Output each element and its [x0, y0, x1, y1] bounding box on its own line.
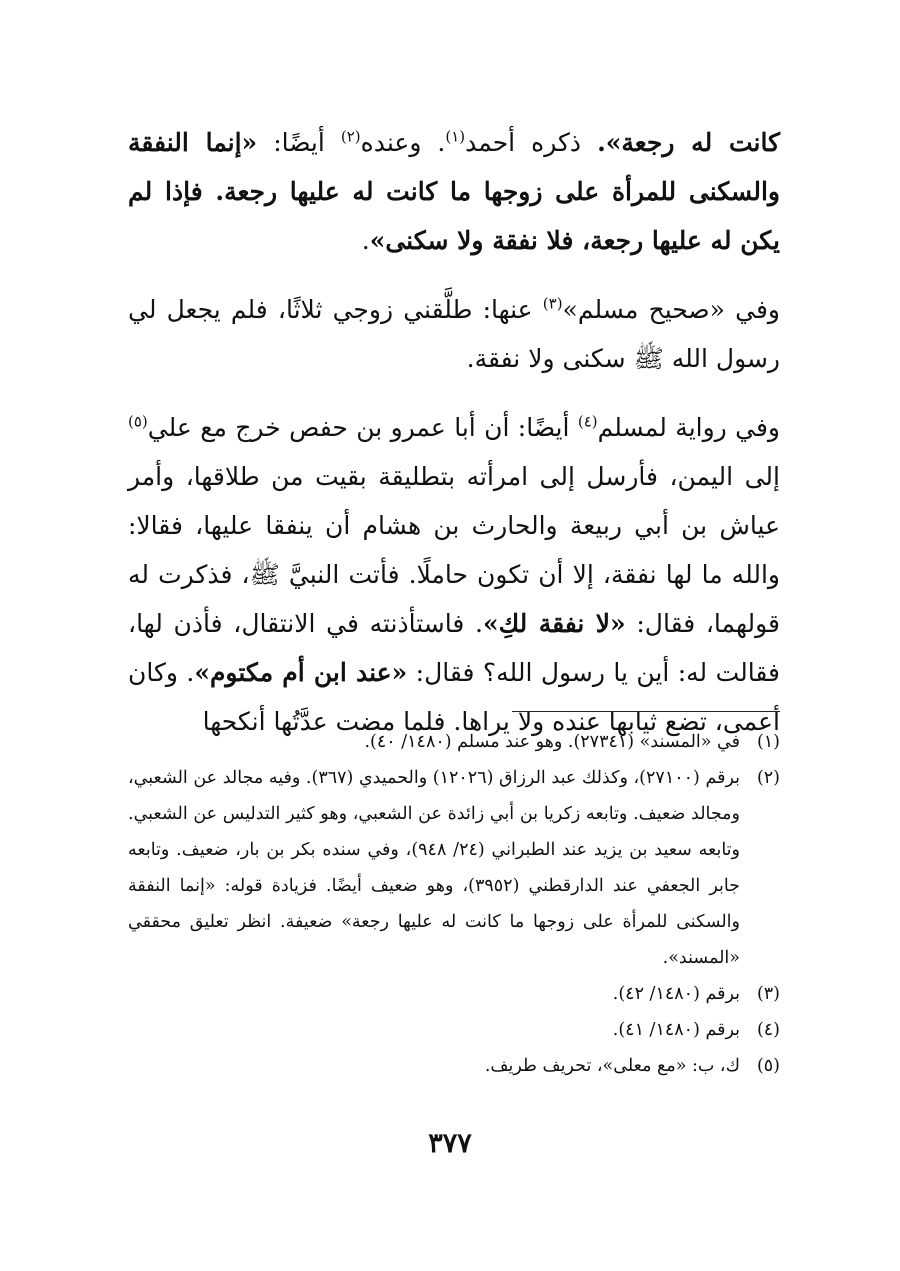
- footnote-1: [128, 724, 780, 760]
- footnote-divider: [512, 711, 780, 712]
- text-run: . وعنده: [360, 128, 446, 157]
- text-run: وفي رواية لمسلم: [597, 413, 780, 442]
- text-run: إلى اليمن، فأرسل إلى امرأته بتطليقة بقيت من طلاقها، وأمر عياش بن أبي ربيعة والحارث بن هشام أن ينفقا عليها، فقالا: والله ما لها نفقة، إلا أن تكون حاملًا. فأتت النبيَّ ﷺ، فذكرت له قولهما، فقال:: [128, 462, 780, 638]
- footnote-text: ك، ب: «مع معلى»، تحريف طريف.: [484, 1056, 740, 1076]
- text-run: أيضًا: أن أبا عمرو بن حفص خرج مع علي: [147, 413, 578, 442]
- paragraph-2: [128, 285, 780, 383]
- footnote-ref-2: (٢): [340, 127, 361, 146]
- text-run: .: [361, 226, 370, 255]
- text-run: عنها: طلَّقني زوجي ثلاثًا، فلم يجعل لي رسول الله ﷺ سكنى ولا نفقة.: [128, 295, 780, 373]
- hadith-quote: «لا نفقة لكِ»: [482, 609, 626, 638]
- footnotes: [128, 724, 780, 1084]
- footnote-ref-1: (١): [445, 127, 466, 146]
- text-run: أيضًا:: [257, 128, 341, 157]
- paragraph-1: [128, 118, 780, 265]
- text-run: . وكان أعمى، تضع ثيابها عنده ولا يراها. فلما مضت عدَّتُها أنكحها: [128, 658, 780, 736]
- footnote-5: [128, 1048, 780, 1084]
- text-run: وفي «صحيح مسلم»: [562, 295, 780, 324]
- text-run: . فاستأذنته في الانتقال، فأذن لها، فقالت له: أين يا رسول الله؟ فقال:: [128, 609, 780, 687]
- footnote-4: [128, 1012, 780, 1048]
- footnote-number: (٢): [756, 768, 780, 788]
- footnote-2: [128, 760, 780, 976]
- footnote-ref-3: (٣): [542, 294, 563, 313]
- text-run: ذكره أحمد: [465, 128, 598, 157]
- footnote-ref-5: (٥): [128, 412, 148, 431]
- footnote-number: (٣): [756, 984, 780, 1004]
- footnote-3: [128, 976, 780, 1012]
- hadith-quote: كانت له رجعة».: [597, 128, 780, 157]
- footnote-number: (٥): [756, 1056, 780, 1076]
- footnote-text: برقم (٢٧١٠٠)، وكذلك عبد الرزاق (١٢٠٢٦) والحميدي (٣٦٧). وفيه مجالد عن الشعبي، ومجالد ضعيف. وتابعه زكريا بن أبي زائدة عن الشعبي، وهو كثير التدليس عن الشعبي. وتابعه سعيد بن يزيد عند الطبراني (٢٤/ ٩٤٨)، وفي سنده بكر بن بار، ضعيف. وتابعه جابر الجعفي عند الدارقطني (٣٩٥٢)، وهو ضعيف أيضًا. فزيادة قوله: «إنما النفقة والسكنى للمرأة على زوجها ما كانت له عليها رجعة» ضعيفة. انظر تعليق محققي «المسند».: [128, 768, 740, 968]
- footnote-text: في «المسند» (٢٧٣٤١). وهو عند مسلم (١٤٨٠/ ٤٠).: [364, 732, 740, 752]
- page-number: ٣٧٧: [428, 1128, 472, 1159]
- footnote-number: (١): [756, 732, 780, 752]
- main-text: [128, 118, 780, 766]
- hadith-quote: «عند ابن أم مكتوم»: [194, 658, 408, 687]
- footnote-text: برقم (١٤٨٠/ ٤٢).: [612, 984, 740, 1004]
- paragraph-3: [128, 403, 780, 746]
- footnote-number: (٤): [756, 1020, 780, 1040]
- footnote-text: برقم (١٤٨٠/ ٤١).: [612, 1020, 740, 1040]
- footnote-ref-4: (٤): [577, 412, 598, 431]
- hadith-quote: «إنما النفقة والسكنى للمرأة على زوجها ما كانت له عليها رجعة. فإذا لم يكن له عليها رجعة، فلا نفقة ولا سكنى»: [128, 128, 780, 255]
